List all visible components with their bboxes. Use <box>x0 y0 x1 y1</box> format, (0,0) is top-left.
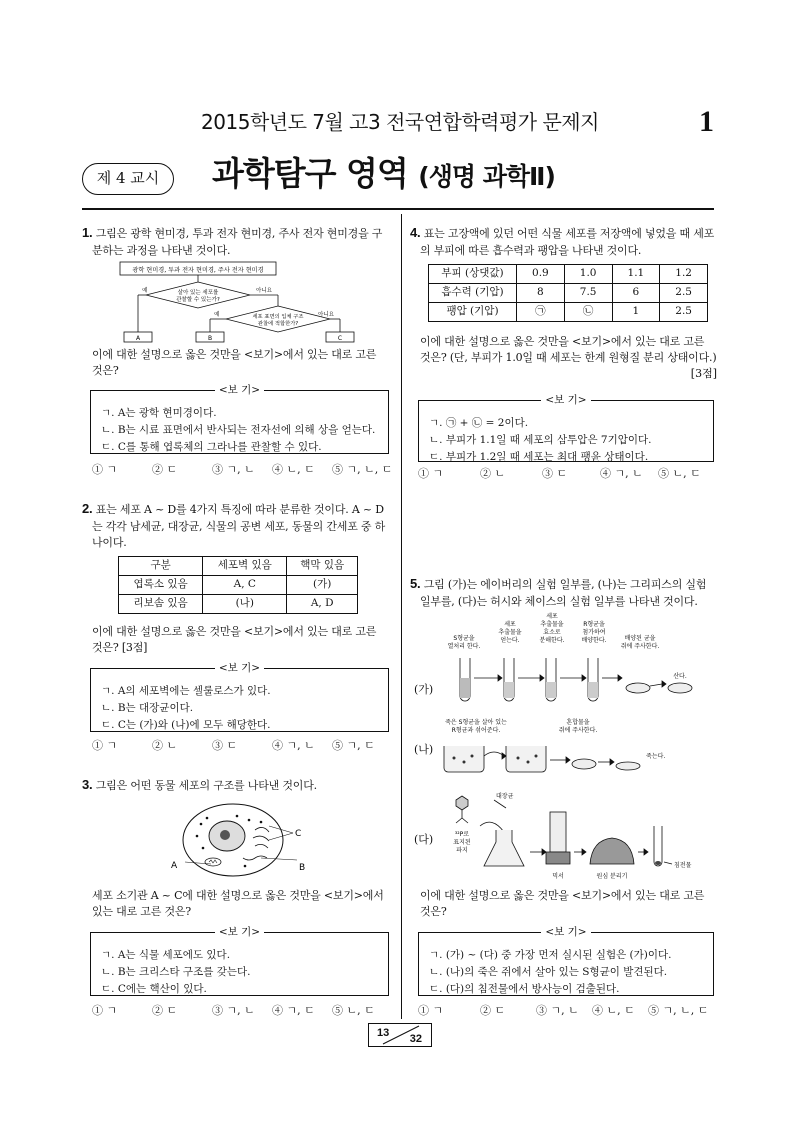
mouse-na-1 <box>572 759 596 769</box>
mixer-base <box>546 852 570 864</box>
da-phage: ³²P로 표지된 파지 <box>453 831 471 854</box>
choice-2[interactable]: ② ㄴ <box>480 467 506 480</box>
flow-box-c-label: C <box>337 335 343 342</box>
question-number: 1. <box>82 225 93 240</box>
choice-5[interactable]: ⑤ ㄴ, ㄷ <box>332 1004 375 1017</box>
bogi-item: ㄷ. 부피가 1.2일 때 세포는 최대 팽윤 상태이다. <box>429 450 649 463</box>
choices-5 <box>418 1003 708 1019</box>
bogi-item: ㄷ. (다)의 침전물에서 방사능이 검출된다. <box>429 982 620 995</box>
cell-label-b: B <box>299 863 306 873</box>
na-step-1: 죽은 S형균을 살아 있는 R형균과 섞어준다. <box>445 719 507 734</box>
question-text: 표는 고장액에 있던 어떤 식물 세포를 저장액에 넣었을 때 세포의 부피에 따른 흡수력과 팽압을 나타낸 것이다. <box>420 227 715 257</box>
hershey-chase-experiment <box>440 790 700 882</box>
flow-decision-2-text-a: 세포 표면의 입체 구조 <box>252 314 304 320</box>
subject-title <box>212 150 555 198</box>
flow-yes-2: 예 <box>214 312 220 318</box>
choice-2[interactable]: ② ㄷ <box>152 463 178 476</box>
choice-1[interactable]: ① ㄱ <box>418 1004 444 1017</box>
table-cell: 2.5 <box>660 303 708 322</box>
table-cell: 2.5 <box>660 284 708 303</box>
bogi-item: ㄴ. B는 크리스타 구조를 갖는다. <box>101 965 251 978</box>
bogi-item: ㄴ. B는 대장균이다. <box>101 701 194 714</box>
phage-icon <box>456 796 468 810</box>
question-2 <box>82 500 389 551</box>
table-cell: 흡수력 (기압) <box>429 284 517 303</box>
header-rule <box>82 208 714 210</box>
da-mixer: 믹서 <box>552 873 564 880</box>
table-cell: ㉠ <box>517 303 565 322</box>
choices-4 <box>418 466 701 482</box>
question-1-prompt <box>82 345 389 379</box>
table-cell: 세포벽 있음 <box>203 557 287 576</box>
choice-3[interactable]: ③ ㄷ <box>542 467 568 480</box>
choice-5[interactable]: ⑤ ㄱ, ㄴ, ㄷ <box>332 463 393 476</box>
flow-box-a-label: A <box>135 335 141 342</box>
question-prompt: 이에 대한 설명으로 옳은 것만을 <보기>에서 있는 대로 고른 것은? (단, 부피가 1.0일 때 세포는 한계 원형질 분리 상태이다.) <box>420 335 717 364</box>
choice-3[interactable]: ③ ㄷ <box>212 739 238 752</box>
bogi-item: ㄱ. A는 광학 현미경이다. <box>101 407 217 419</box>
page-number: 13 <box>377 1027 390 1039</box>
na-result: 죽는다. <box>646 753 666 760</box>
choice-3[interactable]: ③ ㄱ, ㄴ <box>212 1004 255 1017</box>
question-prompt: 이에 대한 설명으로 옳은 것만을 <보기>에서 있는 대로 고른 것은? <box>420 889 705 918</box>
flask-icon <box>484 830 524 866</box>
subject-sub: (생명 과학Ⅱ) <box>418 162 555 191</box>
choice-1[interactable]: ① ㄱ <box>92 1004 118 1017</box>
flow-decision-1-text-a: 살아 있는 세포를 <box>177 290 219 296</box>
bogi-box-3 <box>90 926 389 996</box>
period-badge: 제 4 교시 <box>82 163 174 195</box>
table-cell: (나) <box>203 595 287 614</box>
table-cell: 1.0 <box>564 265 612 284</box>
table-cell: 0.9 <box>517 265 565 284</box>
cell-label-a: A <box>171 861 178 871</box>
ga-step-5: 배양된 균을 쥐에 주사한다. <box>620 635 660 650</box>
flow-box-b-label: B <box>207 335 213 342</box>
bogi-label: <보 기> <box>215 662 264 674</box>
nucleolus <box>220 830 230 840</box>
question-text: 그림은 어떤 동물 세포의 구조를 나타낸 것이다. <box>95 779 317 792</box>
bogi-item: ㄱ. (가) ~ (다) 중 가장 먼저 실시된 실험은 (가)이다. <box>429 949 672 961</box>
table-cell: 부피 (상댓값) <box>429 265 517 284</box>
table-cell: 1 <box>612 303 660 322</box>
question-number: 3. <box>82 777 93 792</box>
bogi-label: <보 기> <box>541 926 590 938</box>
table-cell: 팽압 (기압) <box>429 303 517 322</box>
choice-4[interactable]: ④ ㄴ, ㄷ <box>592 1004 635 1017</box>
da-centrifuge: 원심 분리기 <box>596 873 628 880</box>
bogi-item: ㄴ. B는 시료 표면에서 반사되는 전자선에 의해 상을 얻는다. <box>101 423 376 436</box>
bogi-item: ㄱ. A의 세포벽에는 셀룰로스가 있다. <box>101 685 271 697</box>
golgi <box>253 827 269 848</box>
ga-result: 산다. <box>673 673 687 680</box>
avery-experiment <box>440 612 710 712</box>
points-label: [3점] <box>690 366 717 380</box>
table-cell: 1.2 <box>660 265 708 284</box>
question-text: 그림 (가)는 에이버리의 실험 일부를, (나)는 그리피스의 실험 일부를, (다)는 허시와 체이스의 실험 일부를 나타낸 것이다. <box>420 578 707 608</box>
bogi-label: <보 기> <box>541 394 590 406</box>
exam-title: 2015학년도 7월 고3 전국연합학력평가 문제지 <box>201 110 599 134</box>
choice-2[interactable]: ② ㄷ <box>480 1004 506 1017</box>
bogi-label: <보 기> <box>215 926 264 938</box>
ga-step-1: S형균을 열처리 한다. <box>447 635 481 650</box>
choice-1[interactable]: ① ㄱ <box>92 463 118 476</box>
page-label: 1 <box>699 105 714 138</box>
question-text: 그림은 광학 현미경, 투과 전자 현미경, 주사 전자 현미경을 구분하는 과정을 나타낸 것이다. <box>92 227 383 257</box>
question-text: 표는 세포 A ~ D를 4가지 특징에 따라 분류한 것이다. A ~ D는 각각 남세균, 대장균, 식물의 공변 세포, 동물의 간세포 중 하나이다. <box>92 503 386 549</box>
choice-1[interactable]: ① ㄱ <box>92 739 118 752</box>
bogi-box-2 <box>90 662 389 732</box>
question-number: 5. <box>410 576 421 591</box>
question-1 <box>82 224 389 259</box>
pipette <box>494 800 506 808</box>
mitochondrion <box>205 858 221 866</box>
mouse-na-2 <box>616 762 640 770</box>
flow-yes-1: 예 <box>142 288 148 294</box>
table-cell: 1.1 <box>612 265 660 284</box>
exp-da-label: (다) <box>414 833 434 846</box>
beaker-1 <box>444 746 484 772</box>
page-number-box <box>368 1023 432 1047</box>
mixer-jar <box>550 812 566 852</box>
question-prompt: 이에 대한 설명으로 옳은 것만을 <보기>에서 있는 대로 고른 것은? [3점] <box>92 625 377 654</box>
ga-step-2: 세포 추출물을 얻는다. <box>498 621 522 644</box>
choice-3[interactable]: ③ ㄱ, ㄴ <box>212 463 255 476</box>
bogi-item: ㄴ. (나)의 죽은 쥐에서 살아 있는 S형균이 발견된다. <box>429 965 668 978</box>
flow-decision-2-text-b: 관찰에 적합한가? <box>257 321 299 327</box>
bogi-item: ㄱ. A는 식물 세포에도 있다. <box>101 949 231 961</box>
choices-3 <box>92 1003 375 1019</box>
flow-no-2: 아니요 <box>318 312 334 318</box>
bogi-box-5 <box>418 926 714 996</box>
centrifuge-icon <box>590 838 634 864</box>
table-cell: 6 <box>612 284 660 303</box>
question-5-prompt <box>410 886 717 920</box>
bogi-item: ㄷ. C는 (가)와 (나)에 모두 해당한다. <box>101 718 271 731</box>
exp-na-label: (나) <box>414 743 434 756</box>
flow-no-1: 아니요 <box>256 288 272 294</box>
column-divider <box>401 214 402 1019</box>
choices-1 <box>92 462 392 478</box>
bogi-item: ㄴ. 부피가 1.1일 때 세포의 삼투압은 7기압이다. <box>429 433 652 446</box>
microscope-flowchart <box>118 260 388 344</box>
griffith-experiment <box>440 716 680 778</box>
question-2-prompt <box>82 622 389 656</box>
table-cell: 7.5 <box>564 284 612 303</box>
table-cell: ㉡ <box>564 303 612 322</box>
table-cell: (가) <box>287 576 358 595</box>
flow-decision-1-text-b: 관찰할 수 있는가? <box>176 297 220 303</box>
choice-4[interactable]: ④ ㄱ, ㄴ <box>272 739 315 752</box>
choice-5[interactable]: ⑤ ㄱ, ㄴ, ㄷ <box>648 1004 709 1017</box>
choice-4[interactable]: ④ ㄱ, ㄷ <box>272 1004 315 1017</box>
question-4-prompt <box>410 332 717 382</box>
da-ecoli: 대장균 <box>496 793 514 800</box>
mouse-ga-1 <box>626 683 650 693</box>
da-pellet: 침전물 <box>674 862 692 869</box>
ga-step-4: R형균을 첨가하여 배양한다. <box>581 621 607 644</box>
table-cell: 리보솜 있음 <box>119 595 203 614</box>
question-number: 2. <box>82 501 93 516</box>
table-cell: A, D <box>287 595 358 614</box>
question-3-prompt <box>82 886 389 920</box>
bogi-item: ㄷ. C를 통해 엽록체의 그라나를 관찰할 수 있다. <box>101 440 322 453</box>
bogi-item: ㄷ. C에는 핵산이 있다. <box>101 982 207 995</box>
choice-3[interactable]: ③ ㄱ, ㄴ <box>536 1004 579 1017</box>
beaker-2 <box>506 746 546 772</box>
table-cell: 8 <box>517 284 565 303</box>
page-total: 32 <box>409 1033 422 1045</box>
choice-4[interactable]: ④ ㄱ, ㄴ <box>600 467 643 480</box>
choice-2[interactable]: ② ㄷ <box>152 1004 178 1017</box>
question-4 <box>410 224 717 259</box>
subject-main: 과학탐구 영역 <box>212 154 408 193</box>
q2-table <box>118 556 358 614</box>
choice-4[interactable]: ④ ㄴ, ㄷ <box>272 463 315 476</box>
na-step-2: 혼합물을 쥐에 주사한다. <box>558 719 598 734</box>
exp-ga-label: (가) <box>414 683 434 696</box>
table-cell: 엽록소 있음 <box>119 576 203 595</box>
bogi-box-4 <box>418 394 714 463</box>
bogi-label: <보 기> <box>215 384 264 396</box>
q4-table <box>428 264 708 322</box>
pellet-tube <box>654 826 662 866</box>
cell-label-c: C <box>295 829 302 839</box>
choice-5[interactable]: ⑤ ㄴ, ㄷ <box>658 467 701 480</box>
choice-5[interactable]: ⑤ ㄱ, ㄷ <box>332 739 375 752</box>
question-number: 4. <box>410 225 421 240</box>
bogi-box-1 <box>90 384 389 454</box>
choice-1[interactable]: ① ㄱ <box>418 467 444 480</box>
bogi-item: ㄱ. ㉠ + ㉡ = 2이다. <box>429 417 529 429</box>
mouse-ga-2 <box>668 683 692 693</box>
choice-2[interactable]: ② ㄴ <box>152 739 178 752</box>
table-cell: 구분 <box>119 557 203 576</box>
ga-step-3: 세포 추출물을 효소로 분해한다. <box>539 613 565 644</box>
table-cell: A, C <box>203 576 287 595</box>
animal-cell-diagram <box>165 800 315 882</box>
table-cell: 핵막 있음 <box>287 557 358 576</box>
question-3 <box>82 776 389 795</box>
question-5 <box>410 575 717 610</box>
flow-top-text: 광학 현미경, 투과 전자 현미경, 주사 전자 현미경 <box>132 267 264 274</box>
choices-2 <box>92 738 375 754</box>
question-prompt: 이에 대한 설명으로 옳은 것만을 <보기>에서 있는 대로 고른 것은? <box>92 348 377 377</box>
question-prompt: 세포 소기관 A ~ C에 대한 설명으로 옳은 것만을 <보기>에서 있는 대로 고른 것은? <box>92 889 384 918</box>
